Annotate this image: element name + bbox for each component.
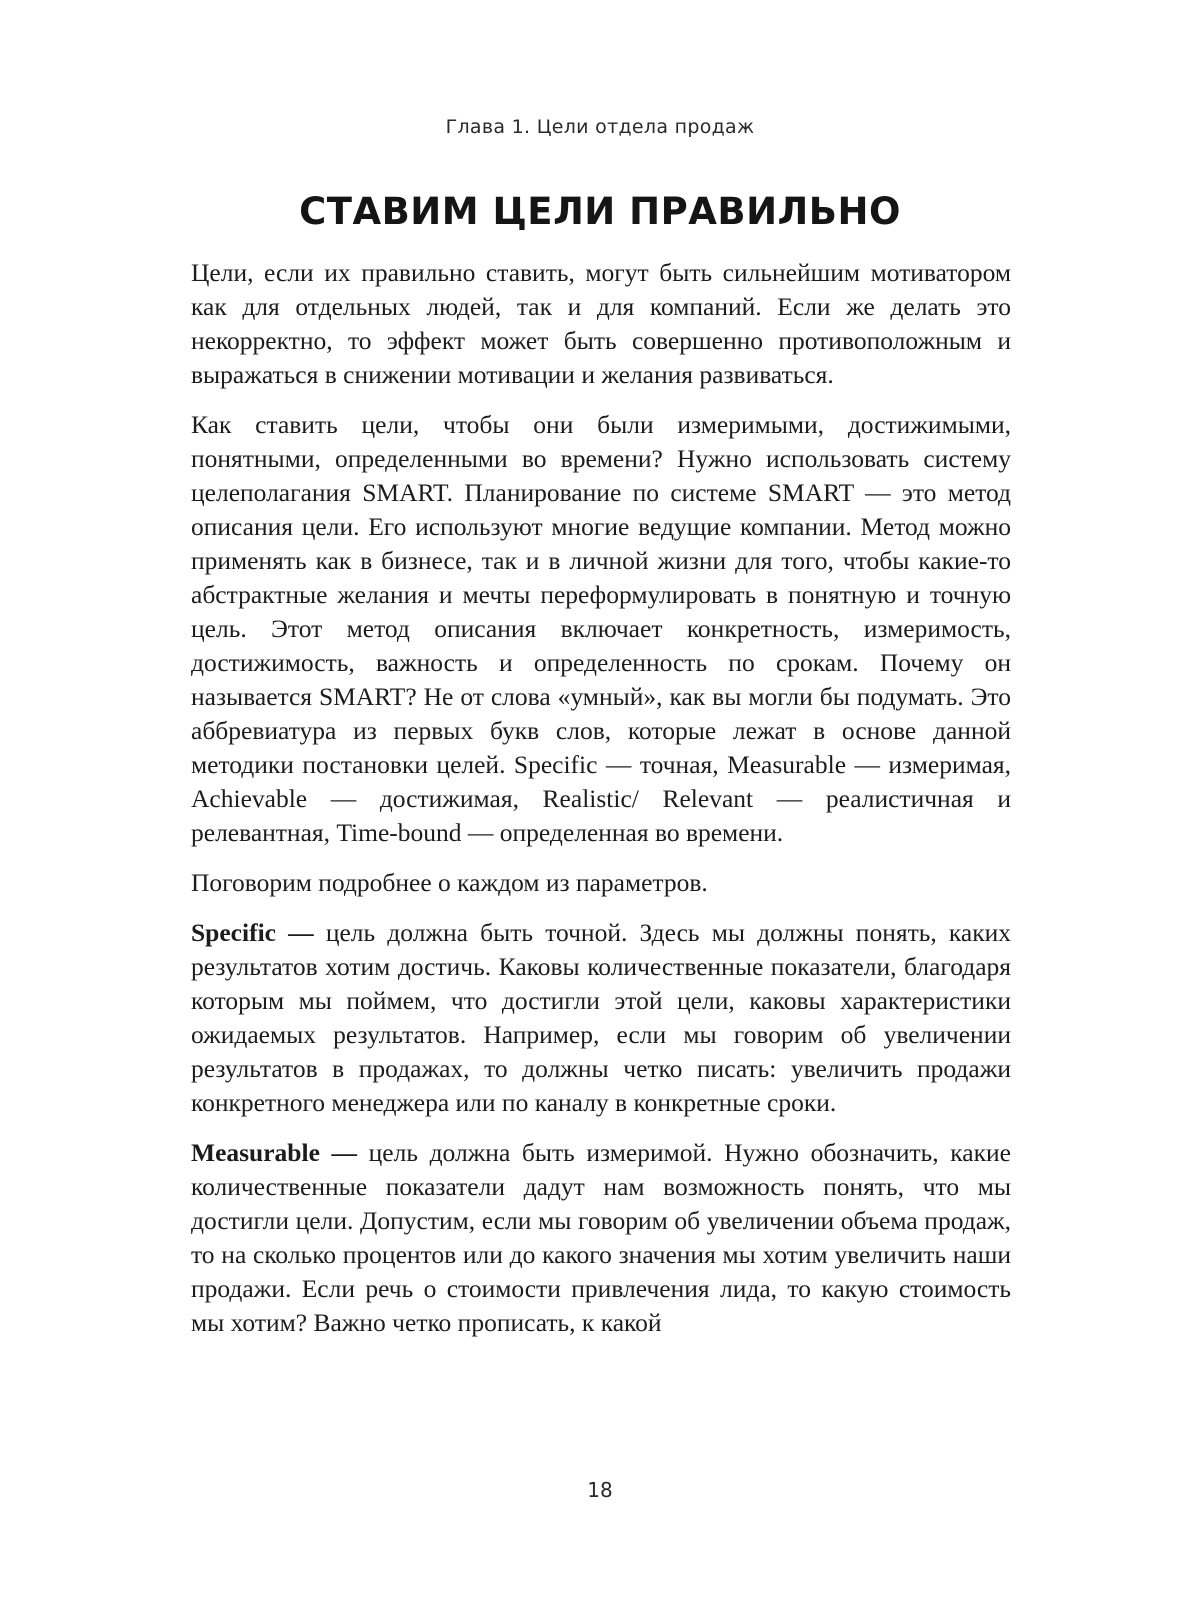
- paragraph-transition: Поговорим подробнее о каждом из параметров.: [191, 868, 708, 897]
- paragraph-specific: [191, 916, 1011, 1120]
- page-number: 18: [587, 1478, 613, 1502]
- paragraph-smart-overview: Как ставить цели, чтобы они были измеримыми, достижимыми, понятными, определенными во времени? Нужно использовать систему целеполагания SMART. Планирование по системе SMART — это метод описания цели. Его используют многие ведущие компании. Метод можно применять как в бизнесе, так и в личной жизни для того, чтобы какие-то абстрактные желания и мечты переформулировать в понятную и точную цель. Этот метод описания включает конкретность, измеримость, достижимость, важность и определенность по срокам. Почему он называется SMART? Не от слова «умный», как вы могли бы подумать. Это аббревиатура из первых букв слов, которые лежат в основе данной методики постановки целей. Specific — точная, Measurable — измеримая, Achievable — достижимая, Realistic/ Relevant — реалистичная и релевантная, Time-bound — определенная во времени.: [191, 410, 1011, 847]
- term-specific: Specific —: [191, 918, 314, 947]
- paragraph-intro: Цели, если их правильно ставить, могут быть сильнейшим мотиватором как для отдельных людей, так и для компаний. Если же делать это некорректно, то эффект может быть совершенно противоположным и выражаться в снижении мотивации и желания развиваться.: [191, 258, 1011, 389]
- term-measurable: Measurable —: [191, 1138, 358, 1167]
- body-text: [191, 256, 1011, 1356]
- chapter-section-title: СТАВИМ ЦЕЛИ ПРАВИЛЬНО: [299, 190, 901, 233]
- paragraph-measurable-text: цель должна быть измеримой. Нужно обозначить, какие количественные показатели дадут нам возможность понять, что мы достигли цели. Допустим, если мы говорим об увеличении объема продаж, то на сколько процентов или до какого значения мы хотим увеличить наши продажи. Если речь о стоимости привлечения лида, то какую стоимость мы хотим? Важно четко прописать, к какой: [191, 1138, 1011, 1337]
- paragraph-specific-text: цель должна быть точной. Здесь мы должны понять, каких результатов хотим достичь. Каковы количественные показатели, благодаря которым мы поймем, что достигли этой цели, каковы характеристики ожидаемых результатов. Например, если мы говорим об увеличении результатов в продажах, то должны четко писать: увеличить продажи конкретного менеджера или по каналу в конкретные сроки.: [191, 918, 1012, 1117]
- paragraph-measurable: [191, 1136, 1011, 1340]
- running-head: Глава 1. Цели отдела продаж: [445, 116, 755, 138]
